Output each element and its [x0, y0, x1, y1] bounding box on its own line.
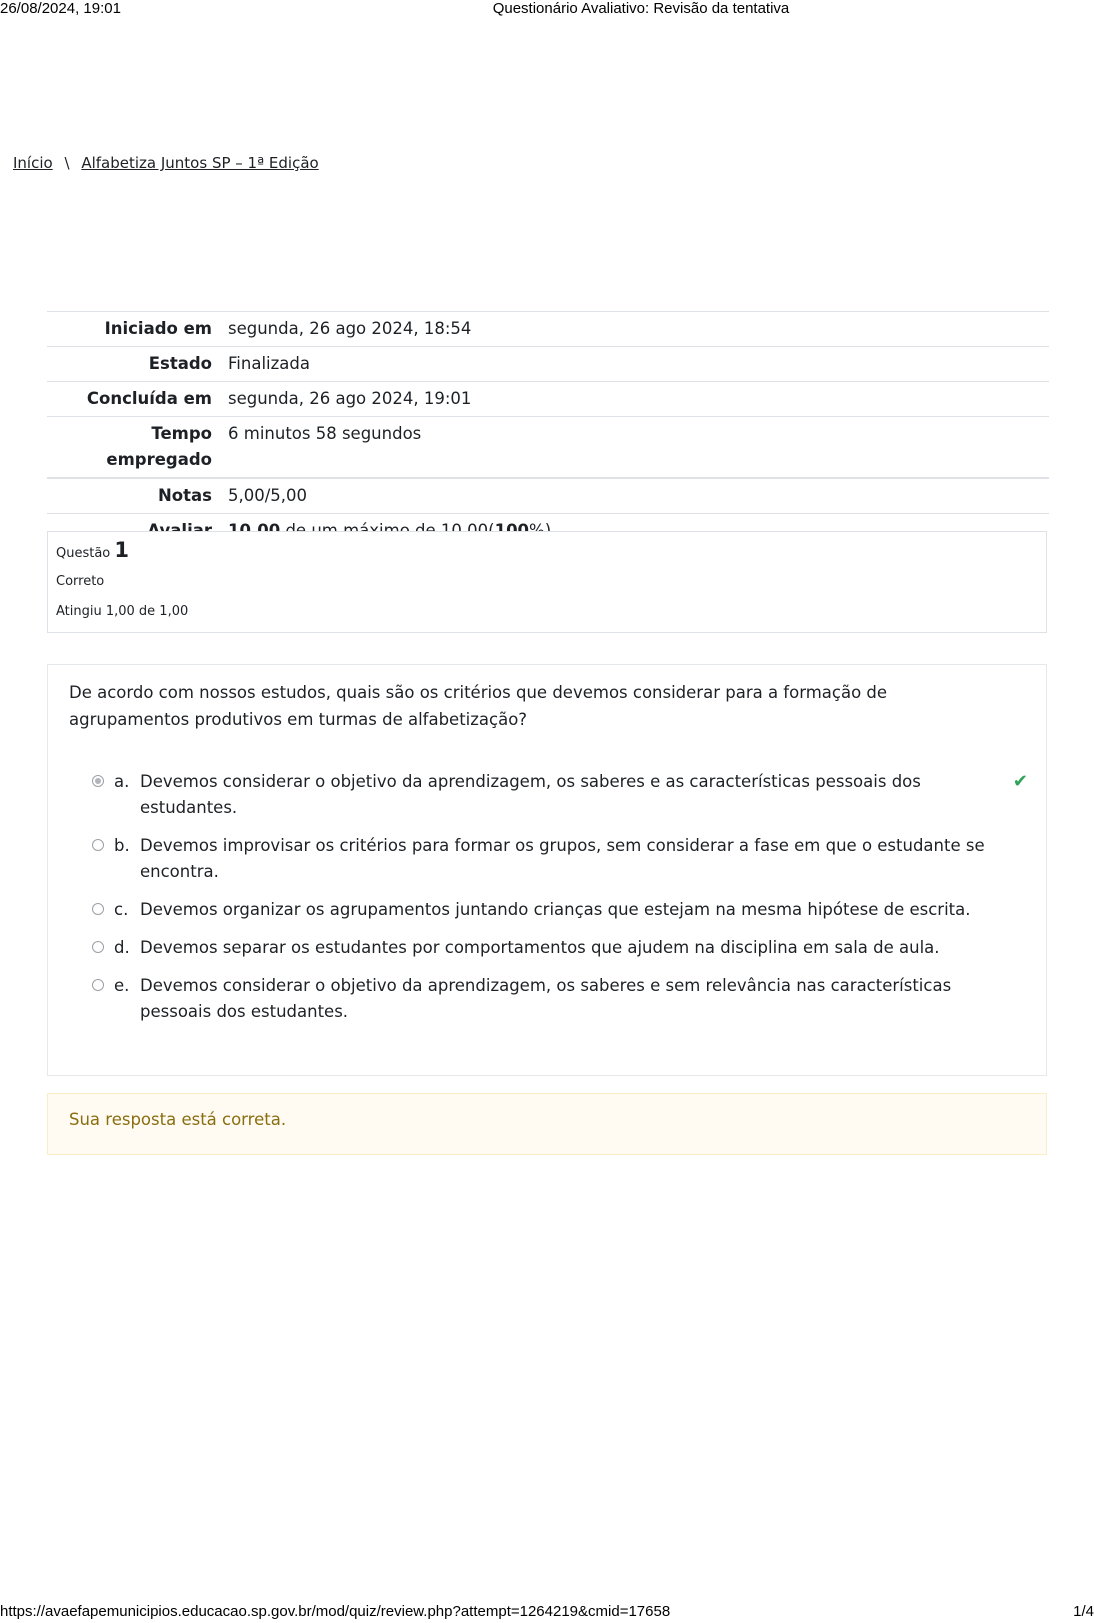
radio-button-d[interactable] [92, 941, 104, 953]
breadcrumb [13, 154, 319, 172]
print-date: 26/08/2024, 19:01 [0, 0, 121, 17]
answer-option-e[interactable] [92, 973, 1022, 1025]
check-icon: ✔ [1012, 771, 1028, 792]
radio-button-e[interactable] [92, 979, 104, 991]
answer-text: Devemos separar os estudantes por comportamentos que ajudem na disciplina em sala de aula. [140, 938, 940, 957]
time-label-line1: Tempo [151, 424, 212, 443]
breadcrumb-home-link[interactable]: Início [13, 154, 53, 172]
started-label: Iniciado em [47, 312, 228, 347]
print-title: Questionário Avaliativo: Revisão da tentativa [492, 0, 790, 17]
radio-button-a[interactable] [92, 775, 104, 787]
answer-letter: d. [114, 938, 130, 957]
answer-letter: e. [114, 976, 130, 995]
breadcrumb-course-link[interactable]: Alfabetiza Juntos SP – 1ª Edição [81, 154, 319, 172]
answer-letter: c. [114, 900, 129, 919]
answer-option-d[interactable] [92, 935, 1022, 961]
answer-option-a[interactable] [92, 769, 1028, 821]
print-page-number: 1/4 [1073, 1603, 1094, 1620]
breadcrumb-separator: \ [64, 154, 70, 172]
question-info-box [47, 531, 1047, 633]
answer-letter: a. [114, 772, 130, 791]
print-url: https://avaefapemunicipios.educacao.sp.gov.br/mod/quiz/review.php?attempt=1264219&cmid=17658 [0, 1603, 671, 1620]
state-label: Estado [47, 347, 228, 382]
answer-list [92, 769, 1028, 1037]
answer-option-b[interactable] [92, 833, 1022, 885]
answer-text: Devemos organizar os agrupamentos juntando crianças que estejam na mesma hipótese de escrita. [140, 900, 971, 919]
time-value: 6 minutos 58 segundos [228, 417, 1049, 479]
question-number-value: 1 [114, 538, 130, 562]
completed-label: Concluída em [47, 382, 228, 417]
summary-row-started [47, 312, 1049, 347]
answer-option-c[interactable] [92, 897, 1022, 923]
summary-row-completed [47, 382, 1049, 417]
answer-text: Devemos improvisar os critérios para formar os grupos, sem considerar a fase em que o estudante se encontra. [140, 836, 985, 881]
question-content-box [47, 664, 1047, 1076]
time-label-line2: empregado [106, 450, 212, 469]
feedback-box [47, 1093, 1047, 1155]
attempt-summary-table [47, 311, 1049, 548]
marks-value: 5,00/5,00 [228, 478, 1049, 514]
state-value: Finalizada [228, 347, 1049, 382]
print-header [0, 0, 1094, 18]
answer-letter: b. [114, 836, 130, 855]
summary-row-marks [47, 478, 1049, 514]
completed-value: segunda, 26 ago 2024, 19:01 [228, 382, 1049, 417]
radio-button-c[interactable] [92, 903, 104, 915]
question-label: Questão [56, 546, 115, 561]
question-state: Correto [56, 574, 105, 589]
started-value: segunda, 26 ago 2024, 18:54 [228, 312, 1049, 347]
question-text-line1: De acordo com nossos estudos, quais são os critérios que devemos considerar para a formação de [69, 683, 888, 702]
summary-row-state [47, 347, 1049, 382]
feedback-message: Sua resposta está correta. [69, 1110, 287, 1129]
time-label [47, 417, 228, 479]
question-grade: Atingiu 1,00 de 1,00 [56, 604, 189, 619]
question-text-line2: agrupamentos produtivos em turmas de alfabetização? [69, 710, 528, 729]
question-text [69, 679, 969, 733]
question-number [56, 538, 129, 562]
print-footer [0, 1603, 1094, 1623]
radio-button-b[interactable] [92, 839, 104, 851]
summary-row-time [47, 417, 1049, 479]
marks-label: Notas [47, 478, 228, 514]
answer-text: Devemos considerar o objetivo da aprendizagem, os saberes e sem relevância nas características pessoais dos estudantes. [140, 976, 952, 1021]
answer-text: Devemos considerar o objetivo da aprendizagem, os saberes e as características pessoais dos estudantes. [140, 772, 921, 817]
